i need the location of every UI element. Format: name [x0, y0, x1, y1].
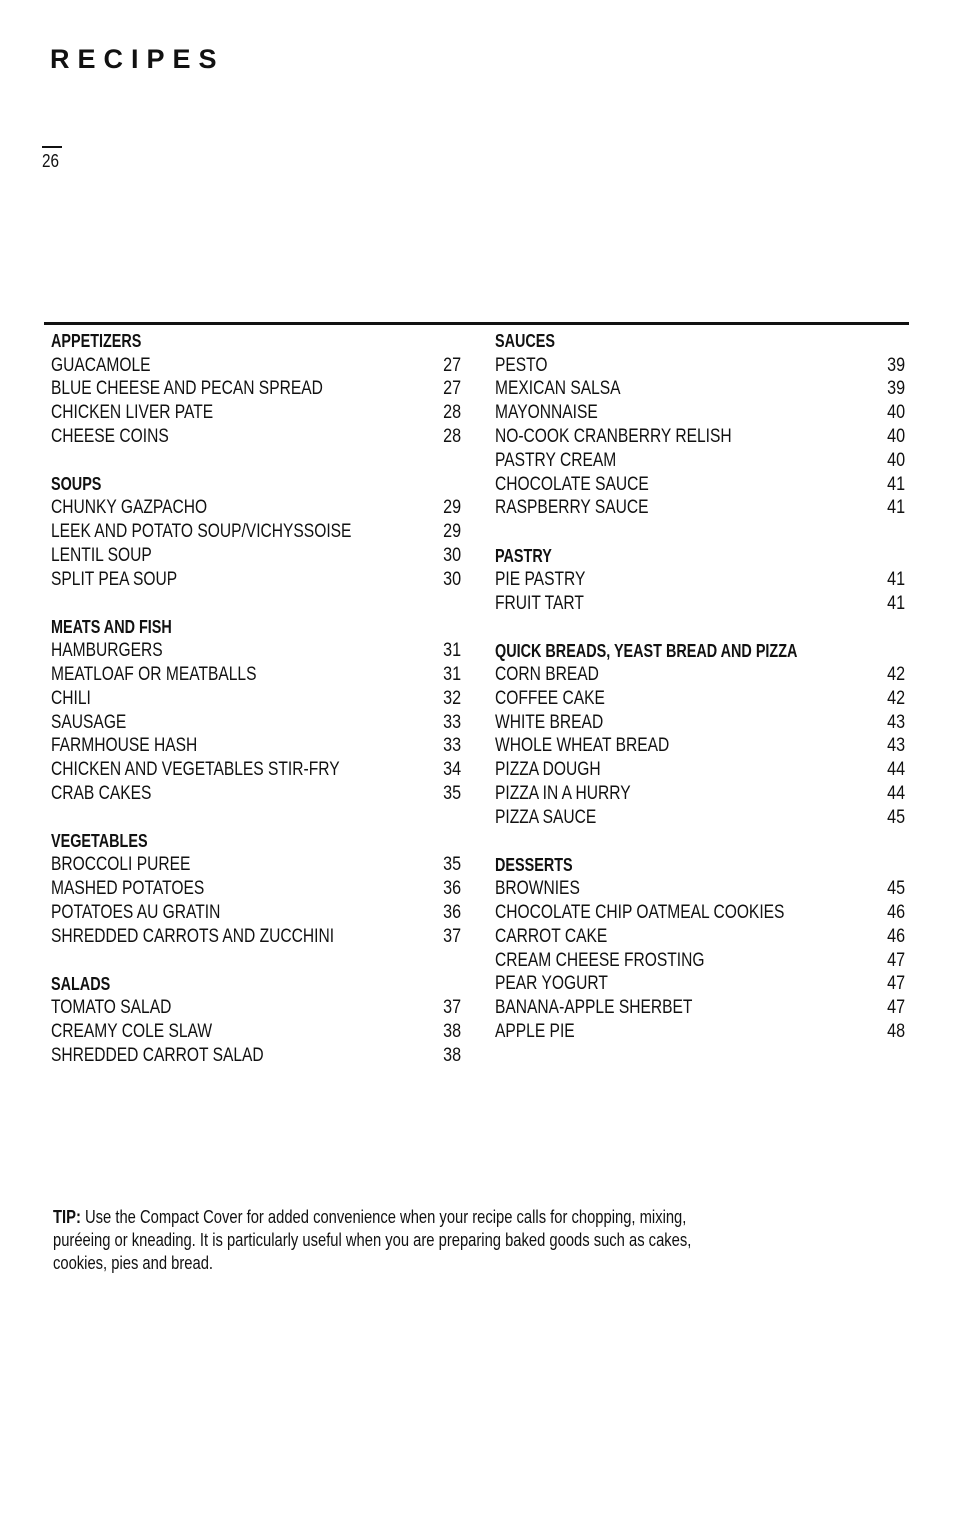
- recipe-name: NO-COOK CRANBERRY RELISH: [495, 426, 732, 448]
- category-heading: [51, 830, 461, 854]
- recipe-name: SHREDDED CARROTS AND ZUCCHINI: [51, 925, 335, 947]
- recipe-name: CHILI: [51, 687, 91, 709]
- recipe-name: PASTRY CREAM: [495, 449, 617, 471]
- recipe-name: SPLIT PEA SOUP: [51, 568, 178, 590]
- recipe-name: PIZZA IN A HURRY: [495, 783, 631, 805]
- recipe-name: HAMBURGERS: [51, 640, 163, 662]
- recipe-entry: [495, 449, 905, 473]
- recipe-page-number: 46: [887, 902, 905, 924]
- recipe-entry: [495, 354, 905, 378]
- category-label: SAUCES: [495, 331, 556, 352]
- recipe-page-number: 47: [887, 949, 905, 971]
- recipe-name: LENTIL SOUP: [51, 545, 152, 567]
- recipe-name: RASPBERRY SAUCE: [495, 497, 649, 519]
- recipe-page-number: 37: [443, 997, 461, 1019]
- recipe-page-number: 33: [443, 735, 461, 757]
- recipe-entry: [51, 401, 461, 425]
- recipe-name: CHUNKY GAZPACHO: [51, 497, 208, 519]
- recipe-entry: [51, 687, 461, 711]
- recipe-page-number: 41: [887, 497, 905, 519]
- recipe-page-number: 40: [887, 402, 905, 424]
- page-number-dash: [42, 146, 62, 148]
- recipe-entry: [51, 854, 461, 878]
- recipe-name: BROWNIES: [495, 878, 580, 900]
- category-heading: [495, 544, 905, 568]
- section-spacer: [495, 616, 905, 640]
- recipe-entry: [51, 735, 461, 759]
- recipe-page-number: 34: [443, 759, 461, 781]
- recipe-name: MASHED POTATOES: [51, 878, 205, 900]
- recipe-entry: [51, 520, 461, 544]
- recipe-name: PIE PASTRY: [495, 568, 586, 590]
- recipe-page-number: 27: [443, 378, 461, 400]
- recipe-entry: [51, 782, 461, 806]
- recipe-name: CARROT CAKE: [495, 925, 608, 947]
- table-top-rule: [44, 322, 909, 325]
- recipe-name: PESTO: [495, 354, 548, 376]
- recipe-name: PIZZA DOUGH: [495, 759, 601, 781]
- recipe-entry: [495, 425, 905, 449]
- category-label: VEGETABLES: [51, 831, 148, 852]
- recipe-name: BROCCOLI PUREE: [51, 854, 191, 876]
- recipe-entry: [495, 1020, 905, 1044]
- recipe-index-left-column: [51, 330, 461, 1068]
- recipe-entry: [51, 497, 461, 521]
- recipe-page-number: 40: [887, 449, 905, 471]
- recipe-entry: [51, 568, 461, 592]
- category-label: SALADS: [51, 973, 111, 994]
- recipe-entry: [51, 354, 461, 378]
- section-spacer: [51, 806, 461, 830]
- recipe-entry: [51, 996, 461, 1020]
- recipe-entry: [51, 544, 461, 568]
- recipe-page-number: 36: [443, 878, 461, 900]
- recipe-entry: [51, 901, 461, 925]
- category-heading: [51, 473, 461, 497]
- recipe-page-number: 27: [443, 354, 461, 376]
- recipe-page-number: 35: [443, 854, 461, 876]
- recipe-entry: [495, 901, 905, 925]
- recipe-page-number: 28: [443, 426, 461, 448]
- recipe-entry: [495, 758, 905, 782]
- recipe-entry: [495, 782, 905, 806]
- recipe-entry: [51, 925, 461, 949]
- category-heading: [51, 330, 461, 354]
- recipe-entry: [495, 711, 905, 735]
- recipe-page-number: 41: [887, 592, 905, 614]
- category-label: MEATS AND FISH: [51, 616, 172, 637]
- recipe-name: MAYONNAISE: [495, 402, 598, 424]
- category-heading: [495, 330, 905, 354]
- recipe-entry: [51, 378, 461, 402]
- recipe-page-number: 42: [887, 664, 905, 686]
- recipe-index-right-column: [495, 330, 905, 1044]
- recipe-entry: [51, 1020, 461, 1044]
- recipe-entry: [51, 639, 461, 663]
- recipe-entry: [495, 473, 905, 497]
- recipe-name: CHICKEN AND VEGETABLES STIR-FRY: [51, 759, 340, 781]
- tip-text: Use the Compact Cover for added convenience when your recipe calls for chopping, mixing,: [84, 1207, 687, 1227]
- recipe-name: CREAMY COLE SLAW: [51, 1021, 213, 1042]
- section-spacer: [51, 592, 461, 616]
- category-heading: [495, 639, 905, 663]
- recipe-name: TOMATO SALAD: [51, 997, 172, 1019]
- recipe-name: CREAM CHEESE FROSTING: [495, 949, 705, 971]
- page-number: 26: [42, 151, 60, 171]
- section-spacer: [51, 449, 461, 473]
- recipe-page-number: 39: [887, 378, 905, 400]
- recipe-name: CORN BREAD: [495, 664, 599, 686]
- recipe-page-number: 42: [887, 687, 905, 709]
- recipe-name: CHEESE COINS: [51, 426, 169, 448]
- recipe-page-number: 41: [887, 473, 905, 495]
- recipe-page-number: 47: [887, 997, 905, 1019]
- recipe-page-number: 38: [443, 1044, 461, 1066]
- recipe-name: BLUE CHEESE AND PECAN SPREAD: [51, 378, 323, 400]
- recipe-entry: [495, 949, 905, 973]
- recipe-entry: [495, 497, 905, 521]
- recipe-page-number: 30: [443, 568, 461, 590]
- category-heading: [51, 973, 461, 997]
- recipe-name: BANANA-APPLE SHERBET: [495, 997, 693, 1019]
- recipe-entry: [51, 758, 461, 782]
- recipe-name: COFFEE CAKE: [495, 687, 605, 709]
- recipe-entry: [51, 663, 461, 687]
- category-label: APPETIZERS: [51, 331, 142, 352]
- recipe-page-number: 31: [443, 640, 461, 662]
- section-spacer: [495, 520, 905, 544]
- section-spacer: [495, 830, 905, 854]
- recipe-name: MEATLOAF OR MEATBALLS: [51, 664, 257, 686]
- recipe-page-number: 48: [887, 1021, 905, 1042]
- recipe-name: SAUSAGE: [51, 711, 127, 733]
- recipe-page-number: 33: [443, 711, 461, 733]
- recipe-name: CHOCOLATE CHIP OATMEAL COOKIES: [495, 902, 785, 924]
- recipe-page-number: 46: [887, 925, 905, 947]
- recipe-entry: [51, 1044, 461, 1068]
- page-title: RECIPES: [50, 44, 225, 74]
- recipe-name: FRUIT TART: [495, 592, 584, 614]
- recipe-entry: [495, 592, 905, 616]
- recipe-entry: [51, 425, 461, 449]
- recipe-page-number: 45: [887, 878, 905, 900]
- recipe-page-number: 37: [443, 925, 461, 947]
- category-label: SOUPS: [51, 474, 102, 495]
- recipe-entry: [495, 378, 905, 402]
- recipe-name: PEAR YOGURT: [495, 973, 608, 995]
- recipe-page-number: 29: [443, 497, 461, 519]
- recipe-page-number: 44: [887, 759, 905, 781]
- recipe-page-number: 45: [887, 806, 905, 828]
- recipe-name: CRAB CAKES: [51, 783, 152, 805]
- recipe-name: CHOCOLATE SAUCE: [495, 473, 649, 495]
- category-heading: [495, 854, 905, 878]
- recipe-entry: [495, 877, 905, 901]
- tip-label: TIP:: [53, 1207, 81, 1227]
- recipe-page-number: 47: [887, 973, 905, 995]
- recipe-page-number: 36: [443, 902, 461, 924]
- recipe-entry: [495, 735, 905, 759]
- recipe-entry: [495, 973, 905, 997]
- recipe-entry: [495, 401, 905, 425]
- recipe-entry: [495, 687, 905, 711]
- tip-line: cookies, pies and bread.: [53, 1253, 214, 1273]
- recipe-entry: [495, 996, 905, 1020]
- recipe-entry: [495, 663, 905, 687]
- recipe-entry: [51, 877, 461, 901]
- recipe-page-number: 38: [443, 1021, 461, 1042]
- recipe-name: LEEK AND POTATO SOUP/VICHYSSOISE: [51, 521, 352, 543]
- recipe-name: PIZZA SAUCE: [495, 806, 597, 828]
- recipe-name: POTATOES AU GRATIN: [51, 902, 221, 924]
- recipe-name: GUACAMOLE: [51, 354, 151, 376]
- recipe-page-number: 44: [887, 783, 905, 805]
- recipe-page-number: 31: [443, 664, 461, 686]
- recipe-name: APPLE PIE: [495, 1021, 575, 1042]
- recipe-page-number: 30: [443, 545, 461, 567]
- tip-line: [53, 1206, 791, 1229]
- recipe-page-number: 35: [443, 783, 461, 805]
- recipe-name: MEXICAN SALSA: [495, 378, 621, 400]
- recipe-name: CHICKEN LIVER PATE: [51, 402, 214, 424]
- recipe-name: SHREDDED CARROT SALAD: [51, 1044, 264, 1066]
- recipe-name: FARMHOUSE HASH: [51, 735, 198, 757]
- category-label: PASTRY: [495, 545, 552, 566]
- recipe-name: WHOLE WHEAT BREAD: [495, 735, 670, 757]
- recipe-name: WHITE BREAD: [495, 711, 604, 733]
- page-number-block: [42, 146, 62, 172]
- recipe-page-number: 40: [887, 426, 905, 448]
- recipe-entry: [495, 568, 905, 592]
- category-label: QUICK BREADS, YEAST BREAD AND PIZZA: [495, 640, 798, 661]
- recipe-page-number: 41: [887, 568, 905, 590]
- tip-line: puréeing or kneading. It is particularly useful when you are preparing baked goods such as cakes,: [53, 1230, 692, 1250]
- recipe-entry: [495, 925, 905, 949]
- recipe-page-number: 28: [443, 402, 461, 424]
- category-heading: [51, 616, 461, 640]
- section-spacer: [51, 949, 461, 973]
- recipe-page-number: 39: [887, 354, 905, 376]
- recipe-entry: [51, 711, 461, 735]
- recipe-page-number: 43: [887, 735, 905, 757]
- tip-note: [53, 1206, 791, 1275]
- recipe-page-number: 32: [443, 687, 461, 709]
- recipe-entry: [495, 806, 905, 830]
- recipe-page-number: 29: [443, 521, 461, 543]
- category-label: DESSERTS: [495, 854, 573, 875]
- recipe-page-number: 43: [887, 711, 905, 733]
